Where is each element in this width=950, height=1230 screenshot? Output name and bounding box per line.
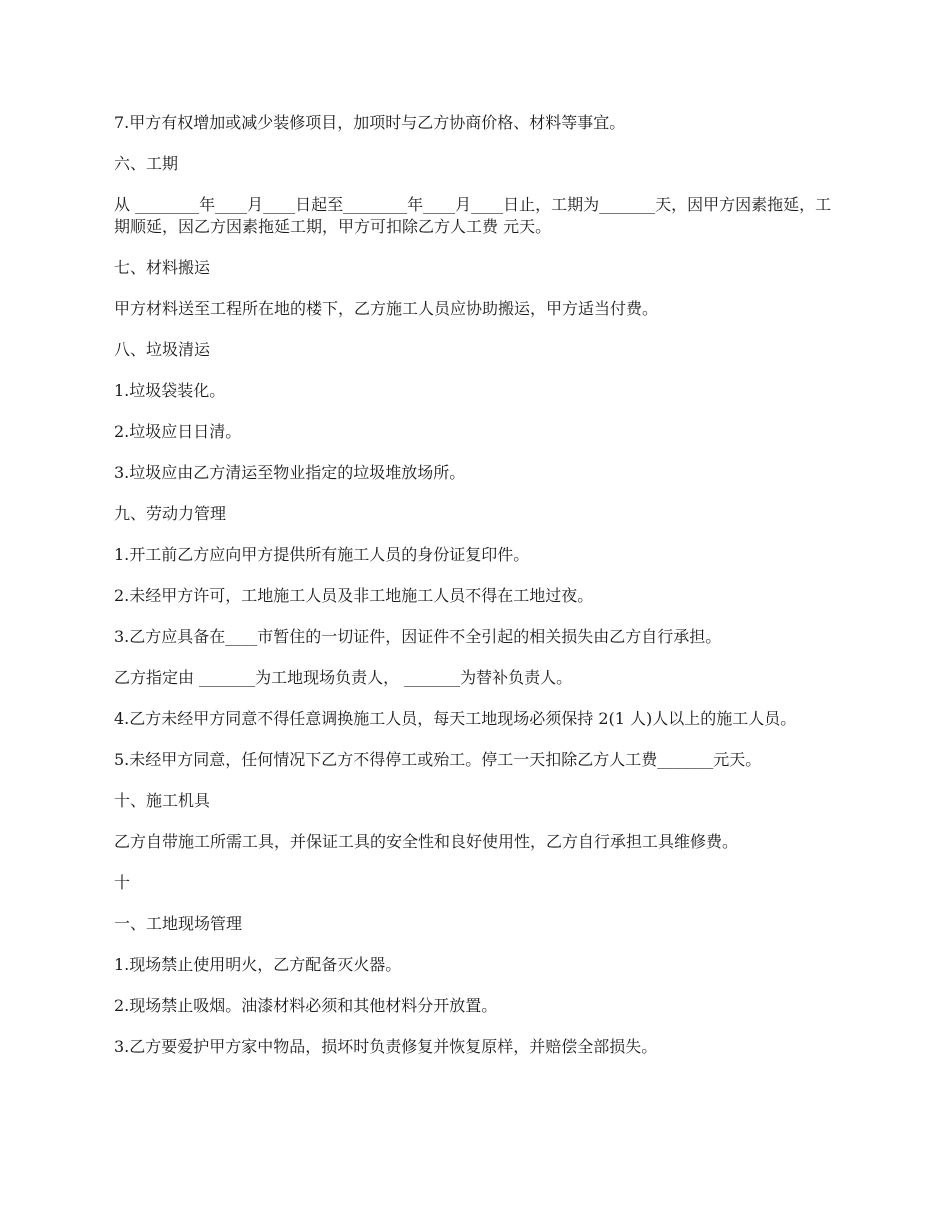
labor-clause-2: 2.未经甲方许可，工地施工人员及非工地施工人员不得在工地过夜。 xyxy=(114,586,594,605)
section-heading-waste-removal: 八、垃圾清运 xyxy=(114,340,211,359)
schedule-terms: 从 ________年____月____日起至________年____月____日止，工期为_______天，因甲方因素拖延，工期顺延，因乙方因素拖延工期，甲方可扣除乙方人工费 元天。 xyxy=(114,195,832,236)
section-heading-material-transport: 七、材料搬运 xyxy=(114,258,211,277)
labor-clause-1: 1.开工前乙方应向甲方提供所有施工人员的身份证复印件。 xyxy=(114,545,530,564)
labor-clause-5: 5.未经甲方同意，任何情况下乙方不得停工或殆工。停工一天扣除乙方人工费_______元天。 xyxy=(114,750,762,769)
section-heading-construction-tools: 十、施工机具 xyxy=(114,791,211,810)
labor-clause-4: 4.乙方未经甲方同意不得任意调换施工人员，每天工地现场必须保持 2(1 人)人以上的施工人员。 xyxy=(114,709,797,728)
section-heading-schedule: 六、工期 xyxy=(114,154,179,173)
site-clause-2: 2.现场禁止吸烟。油漆材料必须和其他材料分开放置。 xyxy=(114,996,498,1015)
site-clause-1: 1.现场禁止使用明火，乙方配备灭火器。 xyxy=(114,955,402,974)
site-clause-3: 3.乙方要爱护甲方家中物品，损坏时负责修复并恢复原样，并赔偿全部损失。 xyxy=(114,1037,658,1056)
clause-7-add-remove-items: 7.甲方有权增加或减少装修项目，加项时与乙方协商价格、材料等事宜。 xyxy=(114,113,626,132)
document-body xyxy=(114,112,842,1077)
tools-terms: 乙方自带施工所需工具，并保证工具的安全性和良好使用性，乙方自行承担工具维修费。 xyxy=(114,832,739,851)
waste-clause-3: 3.垃圾应由乙方清运至物业指定的垃圾堆放场所。 xyxy=(114,463,466,482)
section-heading-site-management: 一、工地现场管理 xyxy=(114,914,243,933)
section-number-eleven-part: 十 xyxy=(114,873,131,892)
section-heading-labor-management: 九、劳动力管理 xyxy=(114,504,227,523)
material-transport-terms: 甲方材料送至工程所在地的楼下，乙方施工人员应协助搬运，甲方适当付费。 xyxy=(114,299,659,318)
waste-clause-2: 2.垃圾应日日清。 xyxy=(114,422,242,441)
labor-clause-3: 3.乙方应具备在____市暂住的一切证件，因证件不全引起的相关损失由乙方自行承担。 xyxy=(114,627,722,646)
waste-clause-1: 1.垃圾袋装化。 xyxy=(114,381,226,400)
site-supervisor-designation: 乙方指定由 _______为工地现场负责人， _______为替补负责人。 xyxy=(114,668,573,687)
